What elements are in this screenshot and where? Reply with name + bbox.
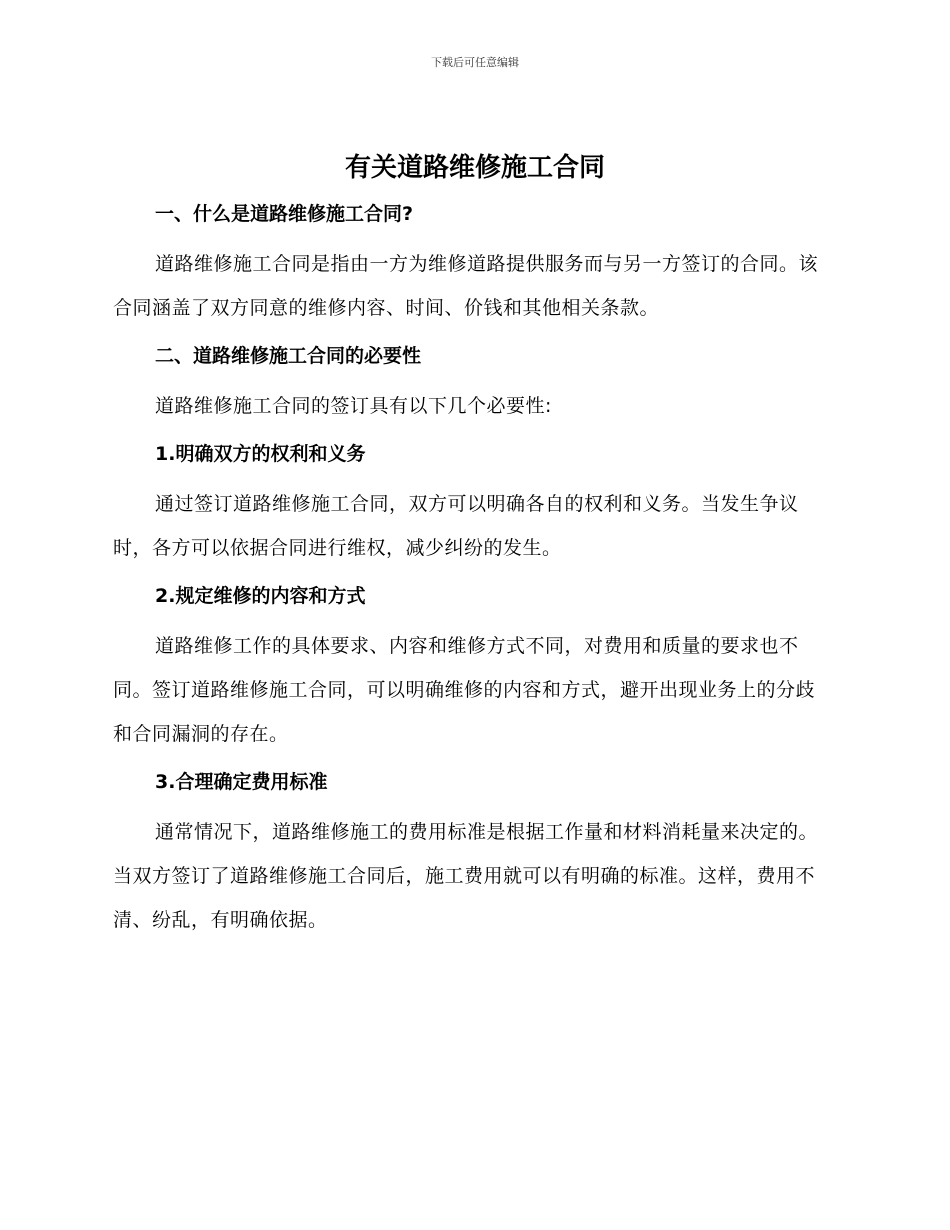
section-heading-necessity: 二、道路维修施工合同的必要性 bbox=[155, 345, 422, 367]
header-note: 下载后可任意编辑 bbox=[431, 56, 519, 69]
document-body bbox=[113, 196, 833, 942]
point-heading-content: 2.规定维修的内容和方式 bbox=[155, 585, 366, 607]
section-heading-what-is: 一、什么是道路维修施工合同? bbox=[155, 203, 414, 225]
point-heading-rights: 1.明确双方的权利和义务 bbox=[155, 443, 366, 465]
point-paragraph-rights: 通过签订道路维修施工合同，双方可以明确各自的权利和义务。当发生争议时，各方可以依据合同进行维权，减少纠纷的发生。 bbox=[113, 493, 799, 559]
point-paragraph-fees: 通常情况下，道路维修施工的费用标准是根据工作量和材料消耗量来决定的。当双方签订了道路维修施工合同后，施工费用就可以有明确的标准。这样，费用不清、纷乱，有明确依据。 bbox=[113, 821, 819, 931]
section-paragraph-necessity-intro: 道路维修施工合同的签订具有以下几个必要性: bbox=[155, 395, 552, 417]
point-heading-fees: 3.合理确定费用标准 bbox=[155, 771, 328, 793]
section-paragraph-definition: 道路维修施工合同是指由一方为维修道路提供服务而与另一方签订的合同。该合同涵盖了双方同意的维修内容、时间、价钱和其他相关条款。 bbox=[113, 253, 819, 319]
point-paragraph-content: 道路维修工作的具体要求、内容和维修方式不同，对费用和质量的要求也不同。签订道路维修施工合同，可以明确维修的内容和方式，避开出现业务上的分歧和合同漏洞的存在。 bbox=[113, 635, 816, 745]
document-title: 有关道路维修施工合同 bbox=[344, 153, 605, 183]
